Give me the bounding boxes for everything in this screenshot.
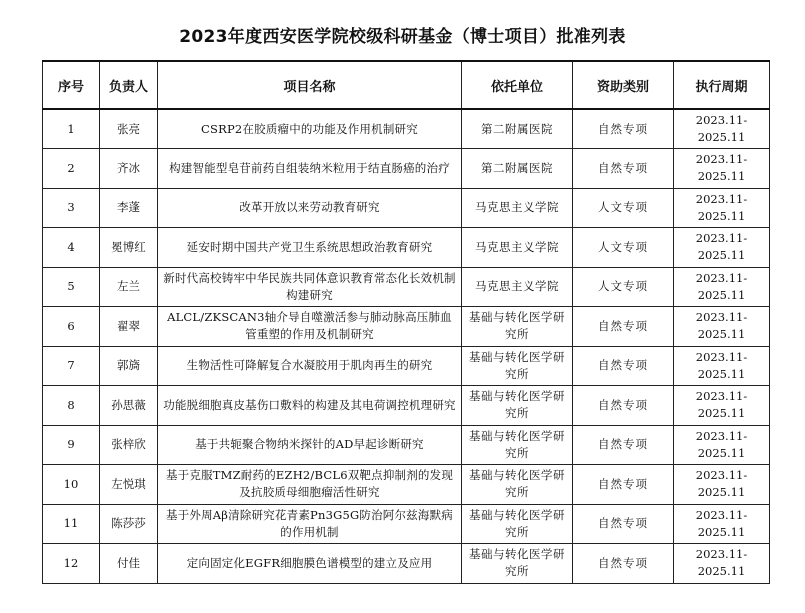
table-row xyxy=(43,149,770,189)
table-row xyxy=(43,346,770,386)
cell-project-name: ALCL/ZKSCAN3轴介导自噬激活参与肺动脉高压肺血管重塑的作用及机制研究 xyxy=(158,307,462,347)
header-period: 执行周期 xyxy=(674,61,770,109)
cell-unit: 基础与转化医学研究所 xyxy=(462,544,573,584)
cell-leader: 翟翠 xyxy=(100,307,158,347)
cell-funding-type: 自然专项 xyxy=(573,307,674,347)
cell-funding-type: 自然专项 xyxy=(573,109,674,149)
cell-leader: 冕博红 xyxy=(100,228,158,268)
period-end: 2025.11 xyxy=(697,406,746,421)
cell-unit: 基础与转化医学研究所 xyxy=(462,307,573,347)
period-start: 2023.11- xyxy=(695,389,748,404)
cell-unit: 基础与转化医学研究所 xyxy=(462,425,573,465)
cell-leader: 张亮 xyxy=(100,109,158,149)
header-leader: 负责人 xyxy=(100,61,158,109)
cell-period xyxy=(674,267,770,307)
cell-number: 7 xyxy=(43,346,100,386)
cell-period xyxy=(674,149,770,189)
cell-funding-type: 自然专项 xyxy=(573,504,674,544)
approval-table xyxy=(42,60,770,584)
period-end: 2025.11 xyxy=(697,169,746,184)
cell-project-name: 延安时期中国共产党卫生系统思想政治教育研究 xyxy=(158,228,462,268)
period-end: 2025.11 xyxy=(697,248,746,263)
cell-project-name: CSRP2在胶质瘤中的功能及作用机制研究 xyxy=(158,109,462,149)
cell-project-name: 定向固定化EGFR细胞膜色谱模型的建立及应用 xyxy=(158,544,462,584)
cell-period xyxy=(674,465,770,505)
cell-period xyxy=(674,346,770,386)
period-end: 2025.11 xyxy=(697,287,746,302)
table-row xyxy=(43,228,770,268)
cell-project-name: 基于外周Aβ清除研究花青素Pn3G5G防治阿尔兹海默病的作用机制 xyxy=(158,504,462,544)
cell-number: 11 xyxy=(43,504,100,544)
period-end: 2025.11 xyxy=(697,485,746,500)
period-end: 2025.11 xyxy=(697,366,746,381)
cell-unit: 第二附属医院 xyxy=(462,149,573,189)
cell-period xyxy=(674,544,770,584)
cell-number: 12 xyxy=(43,544,100,584)
table-header-row xyxy=(43,61,770,109)
cell-number: 4 xyxy=(43,228,100,268)
cell-project-name: 基于共轭聚合物纳米探针的AD早起诊断研究 xyxy=(158,425,462,465)
period-start: 2023.11- xyxy=(695,507,748,522)
period-end: 2025.11 xyxy=(697,445,746,460)
header-number: 序号 xyxy=(43,61,100,109)
table-row xyxy=(43,386,770,426)
cell-funding-type: 人文专项 xyxy=(573,267,674,307)
cell-project-name: 新时代高校铸牢中华民族共同体意识教育常态化长效机制构建研究 xyxy=(158,267,462,307)
cell-leader: 郭旖 xyxy=(100,346,158,386)
cell-number: 3 xyxy=(43,188,100,228)
period-start: 2023.11- xyxy=(695,349,748,364)
cell-unit: 基础与转化医学研究所 xyxy=(462,386,573,426)
period-start: 2023.11- xyxy=(695,231,748,246)
cell-number: 9 xyxy=(43,425,100,465)
cell-period xyxy=(674,228,770,268)
cell-period xyxy=(674,307,770,347)
cell-project-name: 基于克服TMZ耐药的EZH2/BCL6双靶点抑制剂的发现及抗胶质母细胞瘤活性研究 xyxy=(158,465,462,505)
period-start: 2023.11- xyxy=(695,428,748,443)
cell-period xyxy=(674,504,770,544)
cell-leader: 陈莎莎 xyxy=(100,504,158,544)
table-row xyxy=(43,188,770,228)
header-project-name: 项目名称 xyxy=(158,61,462,109)
header-unit: 依托单位 xyxy=(462,61,573,109)
cell-leader: 李蓬 xyxy=(100,188,158,228)
cell-period xyxy=(674,109,770,149)
cell-leader: 张梓欣 xyxy=(100,425,158,465)
cell-leader: 左兰 xyxy=(100,267,158,307)
cell-funding-type: 人文专项 xyxy=(573,228,674,268)
table-row xyxy=(43,504,770,544)
cell-number: 10 xyxy=(43,465,100,505)
cell-funding-type: 自然专项 xyxy=(573,149,674,189)
cell-project-name: 生物活性可降解复合水凝胶用于肌肉再生的研究 xyxy=(158,346,462,386)
cell-funding-type: 自然专项 xyxy=(573,425,674,465)
cell-leader: 付佳 xyxy=(100,544,158,584)
cell-number: 2 xyxy=(43,149,100,189)
cell-unit: 马克思主义学院 xyxy=(462,188,573,228)
header-funding-type: 资助类别 xyxy=(573,61,674,109)
period-end: 2025.11 xyxy=(697,130,746,144)
cell-funding-type: 自然专项 xyxy=(573,544,674,584)
cell-project-name: 构建智能型皂苷前药自组装纳米粒用于结直肠癌的治疗 xyxy=(158,149,462,189)
cell-period xyxy=(674,425,770,465)
period-start: 2023.11- xyxy=(695,113,748,127)
table-row xyxy=(43,267,770,307)
cell-funding-type: 自然专项 xyxy=(573,386,674,426)
cell-unit: 马克思主义学院 xyxy=(462,267,573,307)
cell-unit: 马克思主义学院 xyxy=(462,228,573,268)
cell-project-name: 功能脱细胞真皮基伤口敷料的构建及其电荷调控机理研究 xyxy=(158,386,462,426)
cell-period xyxy=(674,188,770,228)
table-row xyxy=(43,425,770,465)
period-end: 2025.11 xyxy=(697,208,746,223)
period-start: 2023.11- xyxy=(695,191,748,206)
cell-funding-type: 自然专项 xyxy=(573,346,674,386)
cell-unit: 基础与转化医学研究所 xyxy=(462,504,573,544)
cell-number: 5 xyxy=(43,267,100,307)
period-end: 2025.11 xyxy=(697,524,746,539)
cell-project-name: 改革开放以来劳动教育研究 xyxy=(158,188,462,228)
cell-unit: 基础与转化医学研究所 xyxy=(462,465,573,505)
cell-funding-type: 人文专项 xyxy=(573,188,674,228)
period-end: 2025.11 xyxy=(697,327,746,342)
page-title: 2023年度西安医学院校级科研基金（博士项目）批准列表 xyxy=(179,27,626,47)
period-start: 2023.11- xyxy=(695,270,748,285)
cell-leader: 左悦琪 xyxy=(100,465,158,505)
cell-unit: 第二附属医院 xyxy=(462,109,573,149)
cell-unit: 基础与转化医学研究所 xyxy=(462,346,573,386)
cell-leader: 孙思薇 xyxy=(100,386,158,426)
period-start: 2023.11- xyxy=(695,468,748,483)
period-start: 2023.11- xyxy=(695,547,748,562)
table-row xyxy=(43,544,770,584)
cell-number: 8 xyxy=(43,386,100,426)
table-row xyxy=(43,109,770,149)
table-row xyxy=(43,465,770,505)
cell-period xyxy=(674,386,770,426)
period-start: 2023.11- xyxy=(695,310,748,325)
cell-number: 1 xyxy=(43,109,100,149)
cell-number: 6 xyxy=(43,307,100,347)
table-row xyxy=(43,307,770,347)
period-end: 2025.11 xyxy=(697,564,746,579)
cell-funding-type: 自然专项 xyxy=(573,465,674,505)
cell-leader: 齐冰 xyxy=(100,149,158,189)
period-start: 2023.11- xyxy=(695,152,748,167)
